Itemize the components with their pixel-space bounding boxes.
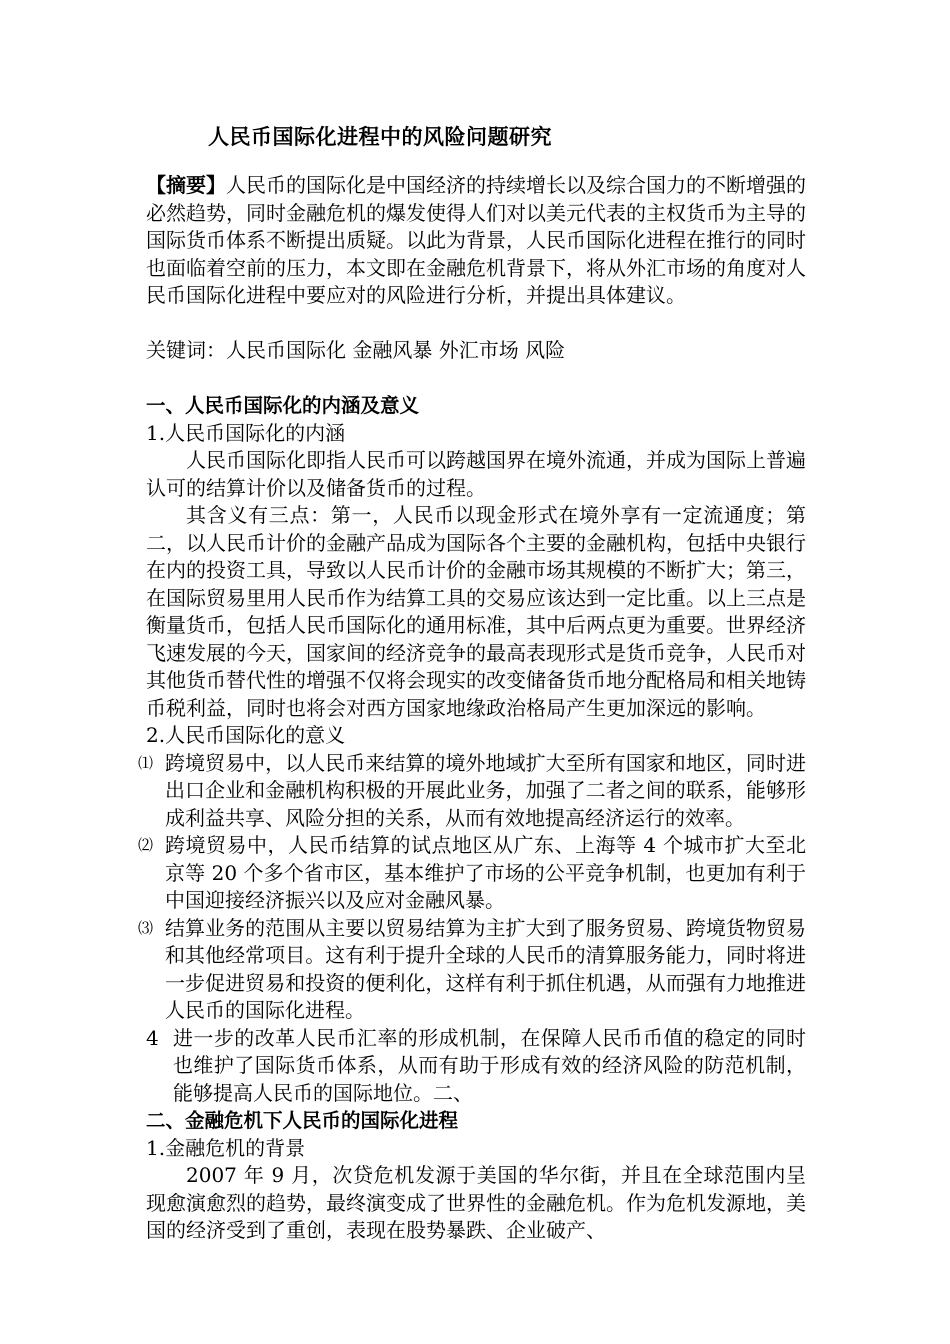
section2-sub1-title: 1.金融危机的背景 [146,1135,306,1160]
section1-sub1-para1: 人民币国际化即指人民币可以跨越国界在境外流通，并成为国际上普遍认可的结算计价以及储备货币的过程。 [146,448,806,500]
section2-heading: 二、金融危机下人民币的国际化进程 [146,1109,459,1132]
section1-heading: 一、人民币国际化的内涵及意义 [146,394,420,417]
section1-sub1-title: 1.人民币国际化的内涵 [146,420,346,445]
list-item-text: 进一步的改革人民币汇率的形成机制，在保障人民币币值的稳定的同时也维护了国际货币体系，从而有助于形成有效的经济风险的防范机制，能够提高人民币的国际地位。二、 [173,1025,806,1105]
abstract-text: 人民币的国际化是中国经济的持续增长以及综合国力的不断增强的必然趋势，同时金融危机的爆发使得人们对以美元代表的主权货币为主导的国际货币体系不断提出质疑。以此为背景，人民币国际化进程在推行的同时也面临着空前的压力，本文即在金融危机背景下，将从外汇市场的角度对人民币国际化进程中要应对的风险进行分析，并提出具体建议。 [146,173,806,307]
abstract-paragraph [146,172,806,310]
list-item [138,750,806,833]
list-item-number: ⑴ [138,753,154,772]
section1-sub1-para2: 其含义有三点：第一，人民币以现金形式在境外享有一定流通度；第二，以人民币计价的金融产品成为国际各个主要的金融机构，包括中央银行在内的投资工具，导致以人民币计价的金融市场其规模的不断扩大；第三，在国际贸易里用人民币作为结算工具的交易应该达到一定比重。以上三点是衡量货币，包括人民币国际化的通用标准，其中后两点更为重要。世界经济飞速发展的今天，国家间的经济竞争的最高表现形式是货币竞争，人民币对其他货币替代性的增强不仅将会现实的改变储备货币地分配格局和相关地铸币税利益，同时也将会对西方国家地缘政治格局产生更加深远的影响。 [146,503,806,720]
document-title: 人民币国际化进程中的风险问题研究 [208,125,552,149]
section1-sub2-title: 2.人民币国际化的意义 [146,723,346,747]
spacer [146,365,806,393]
list-item-text: 跨境贸易中，人民币结算的试点地区从广东、上海等 4 个城市扩大至北京等 20 个多个省市区，基本维护了市场的公平竞争机制，也更加有利于中国迎接经济振兴以及应对金融风暴。 [165,833,806,912]
list-item-text: 结算业务的范围从主要以贸易结算为主扩大到了服务贸易、跨境货物贸易和其他经常项目。这有利于提升全球的人民币的清算服务能力，同时将进一步促进贸易和投资的便利化，这样有利于抓住机遇，从而强有力地推进人民币的国际化进程。 [165,915,806,1022]
section2-sub1-para1: 2007 年 9 月，次贷危机发源于美国的华尔街，并且在全球范围内呈现愈演愈烈的趋势，最终演变成了世界性的金融危机。作为危机发源地，美国的经济受到了重创，表现在股势暴跌、企业破产、 [146,1163,806,1242]
list-item [138,832,806,915]
list-item-number: ⑵ [138,836,154,854]
list-item-number: ⑶ [138,918,154,937]
list-item-text: 跨境贸易中，以人民币来结算的境外地域扩大至所有国家和地区，同时进出口企业和金融机构积极的开展此业务，加强了二者之间的联系，能够形成利益共享、风险分担的关系，从而有效地提高经济运行的效率。 [165,750,806,830]
list-item-number: 4 [146,1025,159,1050]
keywords: 关键词：人民币国际化 金融风暴 外汇市场 风险 [146,338,566,362]
document-body [138,172,806,1245]
abstract-label: 【摘要】 [146,173,226,197]
list-item [146,1025,806,1108]
list-item [138,915,806,1025]
spacer [146,310,806,338]
